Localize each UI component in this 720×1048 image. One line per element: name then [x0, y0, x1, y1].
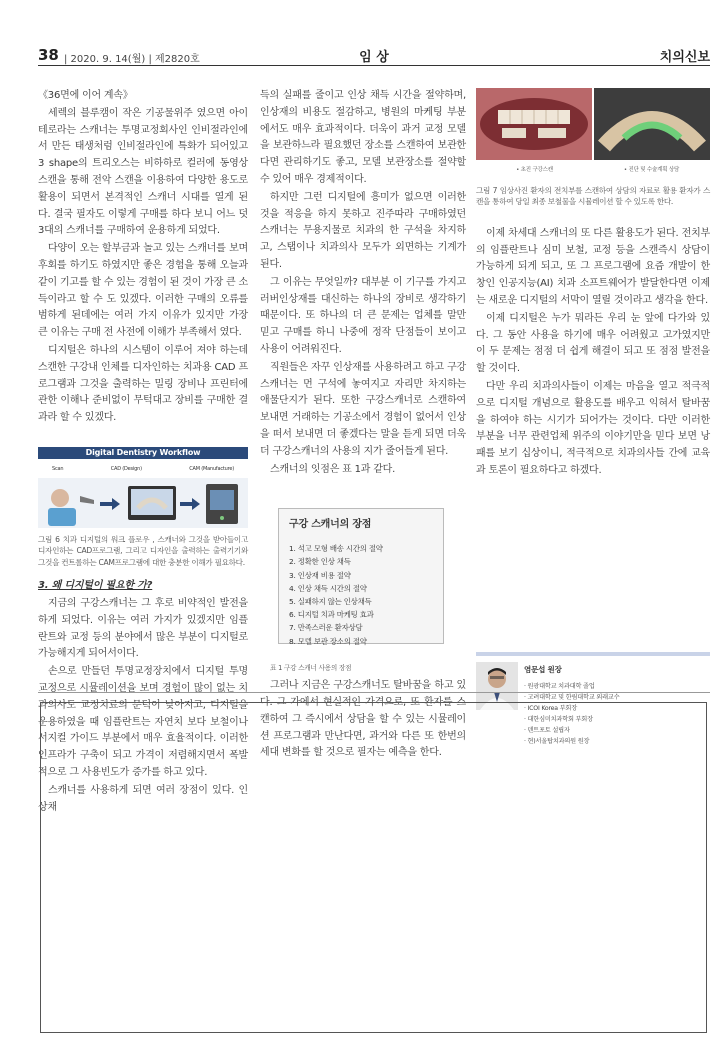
- author-credential: · 덴트포토 설립자: [524, 726, 570, 734]
- table-item: 6. 디지털 치과 마케팅 효과: [289, 610, 374, 620]
- divider: [38, 692, 710, 693]
- paragraph: 그러나 지금은 구강스캐너도 탈바꿈을 하고 있다. 그 가에서 현실적인 가격으로, 또 환자를 스캔하여 그 즉시에서 상담을 할 수 있는 시뮬레이션 프로그램과 만난다면, 과거와 다른 또 한번의 세대 변화를 할 것으로 필자는 예측을 한다.: [260, 680, 466, 759]
- author-credential: · 원광대학교 치과대학 졸업: [524, 682, 595, 690]
- scan-simulation-image: [594, 88, 710, 160]
- paragraph: 스캐너를 사용하게 되면 여러 장점이 있다. 인상채: [38, 784, 248, 813]
- paragraph: 이제 디지털은 누가 뭐라든 우리 눈 앞에 다가와 있다. 그 동안 사용을 하기에 매우 어려웠고 고가였지만 이 두 문제는 점점 더 쉽게 해결이 되고 또 점점 발전을 할 것이다.: [476, 312, 710, 375]
- photo-label: • 진단 및 수술계획 상담: [623, 167, 680, 173]
- patient-head-icon: [51, 489, 69, 507]
- continuation-note: 《36면에 이어 계속》: [38, 90, 133, 101]
- photo-label: • 초진 구강스캔: [516, 167, 553, 173]
- workflow-illustration: [38, 478, 248, 528]
- clinical-photo: [476, 88, 592, 160]
- paragraph: 득의 실패를 줄이고 인상 채득 시간을 절약하며, 인상재의 비용도 절감하고, 병원의 마케팅 부분에서도 매우 효과적이다. 더욱이 과거 교정 모델을 보관하느라 필요했던 장소를 스캔하여 보관한다면 관리하기도 좋고, 모델 보관장소를 절약할 수 있어 매우 경제적이다.: [260, 90, 466, 185]
- article-column-2: [260, 88, 466, 763]
- mouth-photo-image: [476, 88, 592, 160]
- paragraph: 다만 우리 치과의사들이 이제는 마음을 열고 적극적으로 디지털 개념으로 활용도를 배우고 익혀서 탈바꿈을 하여야 하는 시기가 되어가는 것이다. 다만 이러한 부분을 너무 관련업체 위주의 이야기만을 믿다 보면 낭패를 보기 십상이니, 적극적으로 치과의사들 간에 교육과 토론이 필요하다고 하겠다.: [476, 380, 710, 476]
- workflow-labels: [38, 459, 248, 478]
- workflow-label-cad: CAD (Design): [110, 465, 142, 472]
- table-item: 1. 석고 모형 배송 시간의 절약: [289, 544, 383, 554]
- paragraph: 그 이유는 무엇일까? 대부분 이 기구를 가지고 러버인상재를 대신하는 하나의 장비로 생각하기 때문이다. 또 하나의 더 큰 문제는 업체를 말만 믿고 구매를 하니 나중에 정작 단점들이 보이고 사용이 어려워진다.: [260, 276, 466, 355]
- paragraph: 다양이 오는 할부금과 놀고 있는 스캐너를 보며 후회를 하기도 하였지만 좋은 경험을 통해 오늘과 같이 기고를 할 수 있는 경험이 된 것이 가장 큰 소득이라고 할 수 도 있겠다. 이러한 구매의 오류를 범하게 된데에는 여러 가지 이유가 있지만 가장 큰 이유는 구매 전 사전에 이해가 부족해서 였다.: [38, 243, 248, 339]
- page-header: [38, 46, 710, 66]
- table-1-box: [278, 508, 444, 644]
- author-credential: · 고려대학교 및 한림대학교 외래교수: [524, 693, 620, 701]
- paragraph: 스캐너의 잇점은 표 1과 같다.: [270, 463, 396, 475]
- paragraph: 하지만 그런 디지털에 흥미가 없으면 이러한 것을 적응을 하지 못하고 진주따라 구매하였던 스캐너는 무용지물로 치과의 한 구석을 차지하고, 스탭이나 치과의사 모두가 외면하는 기계가 된다.: [260, 191, 466, 270]
- workflow-label-scan: Scan: [52, 465, 64, 472]
- table-item: 7. 만족스러운 환자상담: [289, 623, 363, 633]
- author-credential: · ICOI Korea 부회장: [524, 704, 577, 712]
- newspaper-name: 치의신보: [659, 50, 710, 65]
- table-1-caption: 표 1 구강 스캐너 사용의 장점: [270, 664, 352, 673]
- paragraph: 손으로 만들던 투명교정장치에서 디지털 투명교정으로 시뮬레이션을 보며 경험이 많이 없는 치과의사도 교정치료의 문턱이 낮아지고, 디지털을 운용하였을 때 임플란트는 자연치 보다 보철이나 서지컬 가이드 부분에서 매우 효율적이다. 이러한 인프라가 구축이 되고 가격이 저렴해지면서 폭발적으로 그 사용빈도가 증가를 하고 있다.: [38, 666, 248, 778]
- table-item: 3. 인상재 비용 절약: [289, 570, 351, 580]
- paragraph: 이제 차세대 스캐너의 또 다른 활용도가 된다. 전치부의 임플란트나 심미 보철, 교정 등을 스캔즉시 상담이 가능하게 되게 되고, 또 그 프로그램에 요즘 개발이 한 창인 인공지능(AI) 치과 소프트웨어가 발달한다면 이제는 새로운 디지털의 서막이 열릴 것이라고 생각을 한다.: [476, 227, 710, 306]
- paragraph: 지금의 구강스캐너는 그 후로 비약적인 발전을 하게 되었다. 이유는 여러 가지가 있겠지만 임플란트와 교정 등의 분야에서 많은 부분이 디지털로 가능해지게 되어서이다.: [38, 598, 248, 660]
- workflow-label-cam: CAM (Manufacture): [189, 465, 234, 472]
- table-title: 구강 스캐너의 장점: [289, 519, 372, 531]
- workflow-image: [38, 478, 248, 528]
- table-item: 4. 인상 채득 시간의 절약: [289, 583, 367, 593]
- table-item: 2. 정확한 인상 채득: [289, 557, 351, 567]
- table-item: 5. 실패하지 않는 인상채득: [289, 596, 372, 606]
- figure-6-workflow: [38, 447, 248, 568]
- author-credential: · 현)서울탑치과의원 원장: [524, 737, 590, 745]
- paragraph: 디지털은 하나의 시스템이 이루어 져야 하는데 스캔한 구강내 인체를 디자인하는 치과용 CAD 프로그램과 그것을 출력하는 밀링 장비나 프린터에 관한 이해나 준비없이 무턱대고 장비를 구매한 결과라 할 수 있겠다.: [38, 344, 248, 424]
- section-title: 임 상: [359, 50, 389, 65]
- figure-7-labels: [476, 162, 710, 179]
- workflow-title: Digital Dentistry Workflow: [38, 447, 248, 459]
- figure-6-caption: 그림 6 치과 디지털의 워크 플로우 , 스캐너와 그것을 받아들이고 디자인하는 CAD프로그램, 그리고 디자인을 출력하는 출력기기와 그것을 컨트롤하는 CAM프로그램에 대한 충분한 이해가 필요하다.: [38, 534, 248, 567]
- author-credential: · 대한심미치과학회 부회장: [524, 715, 593, 723]
- paragraph: 세렉의 블루캠이 작은 기공물위주 였으면 아이테로라는 스캐너는 투명교정회사인 인비절라인에서 만든 태생처럼 인비절라인에 특화가 되어있고 3 shape의 트리오스는 비하하로 컬러에 동영상 스캔을 통해 전악 스캔을 이용하여 다양한 용도로 활용이 되면서 본격적인 스캐너 시대를 열게 된다. 결국 필자도 이렇게 구매를 하다 보니 어느 덧 3대의 스캐너를 구매하여 운용하게 되었다.: [38, 107, 248, 237]
- ad-placeholder-box: [40, 702, 707, 1033]
- section-subheading: 3. 왜 디지털이 필요한 가?: [38, 580, 153, 592]
- page-number: 38: [38, 46, 59, 64]
- scan-render-image: [594, 88, 710, 160]
- publication-info: | 2020. 9. 14(월) | 제2820호: [64, 54, 200, 65]
- author-name: 염문섭 원장: [524, 664, 562, 674]
- paragraph: 직원들은 자꾸 인상재를 사용하려고 하고 구강스캐너는 먼 구석에 놓여지고 자리만 차지하는 애물단지가 된다. 또한 구강스캐너로 스캔하여 보내면 거래하는 기공소에서 경험이 없어서 인상을 떠서 보내면 더 좋겠다는 말을 듣게 되면 더욱 더 구강스캐너의 사용의 지가 줄어들게 된다.: [260, 361, 466, 457]
- figure-7-photos: [476, 88, 710, 160]
- table-item: 8. 모델 보관 장소의 절약: [289, 636, 367, 646]
- figure-7-caption: 그림 7 임상사진 환자의 전치부를 스캔하여 상담의 자료로 활용 환자가 스캔을 통하여 당일 최종 보철물을 시뮬레이션 할 수 있도록 한다.: [476, 185, 710, 207]
- article-column-3: [476, 88, 710, 747]
